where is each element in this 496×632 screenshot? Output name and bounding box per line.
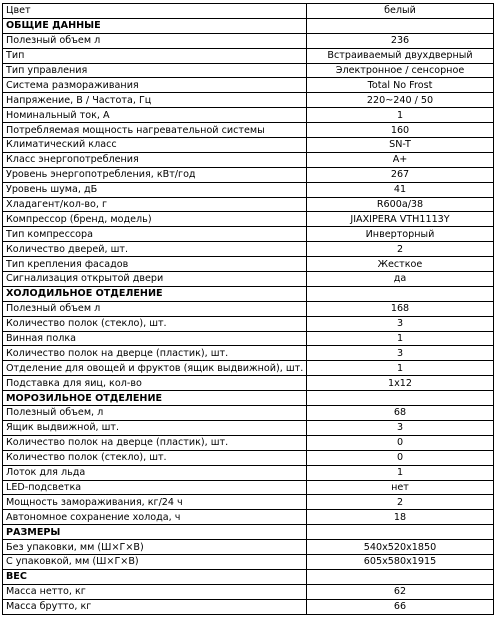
spec-label: Автономное сохранение холода, ч — [3, 510, 307, 525]
section-empty-cell — [307, 391, 494, 406]
spec-table-body — [3, 4, 494, 615]
spec-label: Система размораживания — [3, 78, 307, 93]
spec-row — [3, 599, 494, 614]
spec-row — [3, 554, 494, 569]
spec-value: 3 — [307, 346, 494, 361]
spec-label: Мощность замораживания, кг/24 ч — [3, 495, 307, 510]
spec-row — [3, 197, 494, 212]
spec-row — [3, 480, 494, 495]
spec-row — [3, 465, 494, 480]
spec-label: Полезный объем л — [3, 33, 307, 48]
spec-value: 68 — [307, 406, 494, 421]
spec-value: нет — [307, 480, 494, 495]
spec-value: 540x520x1850 — [307, 540, 494, 555]
section-empty-cell — [307, 569, 494, 584]
spec-value: A+ — [307, 152, 494, 167]
spec-label: Потребляемая мощность нагревательной системы — [3, 123, 307, 138]
spec-value: 3 — [307, 316, 494, 331]
spec-value: SN-T — [307, 138, 494, 153]
spec-value: 1 — [307, 361, 494, 376]
spec-value: 236 — [307, 33, 494, 48]
spec-row — [3, 93, 494, 108]
section-empty-cell — [307, 525, 494, 540]
spec-value: 1x12 — [307, 376, 494, 391]
section-title: ВЕС — [3, 569, 307, 584]
spec-row — [3, 584, 494, 599]
section-header-row — [3, 525, 494, 540]
spec-value: R600a/38 — [307, 197, 494, 212]
spec-row — [3, 138, 494, 153]
spec-value: Жесткое — [307, 257, 494, 272]
spec-value: 168 — [307, 301, 494, 316]
spec-label: Класс энергопотребления — [3, 152, 307, 167]
spec-value: 3 — [307, 420, 494, 435]
spec-label: Компрессор (бренд, модель) — [3, 212, 307, 227]
spec-label: Отделение для овощей и фруктов (ящик выдвижной), шт. — [3, 361, 307, 376]
spec-label: Уровень энергопотребления, кВт/год — [3, 167, 307, 182]
section-empty-cell — [307, 286, 494, 301]
section-title: МОРОЗИЛЬНОЕ ОТДЕЛЕНИЕ — [3, 391, 307, 406]
spec-label: Тип — [3, 48, 307, 63]
spec-value: 0 — [307, 450, 494, 465]
spec-label: Климатический класс — [3, 138, 307, 153]
spec-label: Лоток для льда — [3, 465, 307, 480]
spec-label: С упаковкой, мм (Ш×Г×В) — [3, 554, 307, 569]
spec-value: 62 — [307, 584, 494, 599]
spec-label: Тип компрессора — [3, 227, 307, 242]
section-title: РАЗМЕРЫ — [3, 525, 307, 540]
spec-label: Полезный объем л — [3, 301, 307, 316]
spec-table — [2, 3, 494, 615]
spec-row — [3, 406, 494, 421]
spec-row — [3, 227, 494, 242]
spec-value: JIAXIPERA VTH1113Y — [307, 212, 494, 227]
spec-row — [3, 78, 494, 93]
spec-label: Масса нетто, кг — [3, 584, 307, 599]
spec-row — [3, 540, 494, 555]
spec-row — [3, 495, 494, 510]
spec-label: Номинальный ток, А — [3, 108, 307, 123]
spec-label: Подставка для яиц, кол-во — [3, 376, 307, 391]
spec-row — [3, 167, 494, 182]
spec-row — [3, 361, 494, 376]
spec-value: 66 — [307, 599, 494, 614]
spec-label: Цвет — [3, 4, 307, 19]
spec-row — [3, 435, 494, 450]
spec-row — [3, 182, 494, 197]
spec-value: 1 — [307, 465, 494, 480]
section-header-row — [3, 18, 494, 33]
spec-row — [3, 123, 494, 138]
spec-value: Встраиваемый двухдверный — [307, 48, 494, 63]
spec-value: Электронное / сенсорное — [307, 63, 494, 78]
spec-label: Винная полка — [3, 331, 307, 346]
spec-value: 2 — [307, 242, 494, 257]
spec-value: 2 — [307, 495, 494, 510]
spec-value: 605x580x1915 — [307, 554, 494, 569]
section-header-row — [3, 391, 494, 406]
spec-value: Инверторный — [307, 227, 494, 242]
spec-value: белый — [307, 4, 494, 19]
spec-row — [3, 242, 494, 257]
spec-row — [3, 4, 494, 19]
spec-row — [3, 212, 494, 227]
spec-label: Количество полок на дверце (пластик), шт. — [3, 346, 307, 361]
spec-value: Total No Frost — [307, 78, 494, 93]
spec-label: Ящик выдвижной, шт. — [3, 420, 307, 435]
spec-row — [3, 376, 494, 391]
spec-row — [3, 316, 494, 331]
spec-row — [3, 346, 494, 361]
spec-label: Количество полок (стекло), шт. — [3, 450, 307, 465]
spec-label: LED-подсветка — [3, 480, 307, 495]
section-title: ХОЛОДИЛЬНОЕ ОТДЕЛЕНИЕ — [3, 286, 307, 301]
spec-row — [3, 450, 494, 465]
spec-label: Масса брутто, кг — [3, 599, 307, 614]
spec-value: 0 — [307, 435, 494, 450]
spec-value: 18 — [307, 510, 494, 525]
section-header-row — [3, 286, 494, 301]
section-header-row — [3, 569, 494, 584]
spec-label: Количество дверей, шт. — [3, 242, 307, 257]
spec-label: Количество полок на дверце (пластик), шт. — [3, 435, 307, 450]
spec-value: 267 — [307, 167, 494, 182]
spec-label: Хладагент/кол-во, г — [3, 197, 307, 212]
spec-value: 41 — [307, 182, 494, 197]
spec-label: Тип управления — [3, 63, 307, 78]
spec-row — [3, 108, 494, 123]
spec-label: Полезный объем, л — [3, 406, 307, 421]
spec-row — [3, 510, 494, 525]
spec-row — [3, 152, 494, 167]
spec-value: да — [307, 272, 494, 287]
spec-label: Количество полок (стекло), шт. — [3, 316, 307, 331]
spec-label: Без упаковки, мм (Ш×Г×В) — [3, 540, 307, 555]
section-title: ОБЩИЕ ДАННЫЕ — [3, 18, 307, 33]
spec-row — [3, 63, 494, 78]
spec-row — [3, 257, 494, 272]
spec-value: 1 — [307, 331, 494, 346]
spec-label: Напряжение, В / Частота, Гц — [3, 93, 307, 108]
spec-label: Тип крепления фасадов — [3, 257, 307, 272]
spec-label: Сигнализация открытой двери — [3, 272, 307, 287]
spec-row — [3, 420, 494, 435]
spec-label: Уровень шума, дБ — [3, 182, 307, 197]
spec-row — [3, 48, 494, 63]
spec-row — [3, 272, 494, 287]
spec-row — [3, 33, 494, 48]
spec-value: 160 — [307, 123, 494, 138]
spec-value: 1 — [307, 108, 494, 123]
spec-value: 220~240 / 50 — [307, 93, 494, 108]
spec-row — [3, 331, 494, 346]
spec-row — [3, 301, 494, 316]
section-empty-cell — [307, 18, 494, 33]
